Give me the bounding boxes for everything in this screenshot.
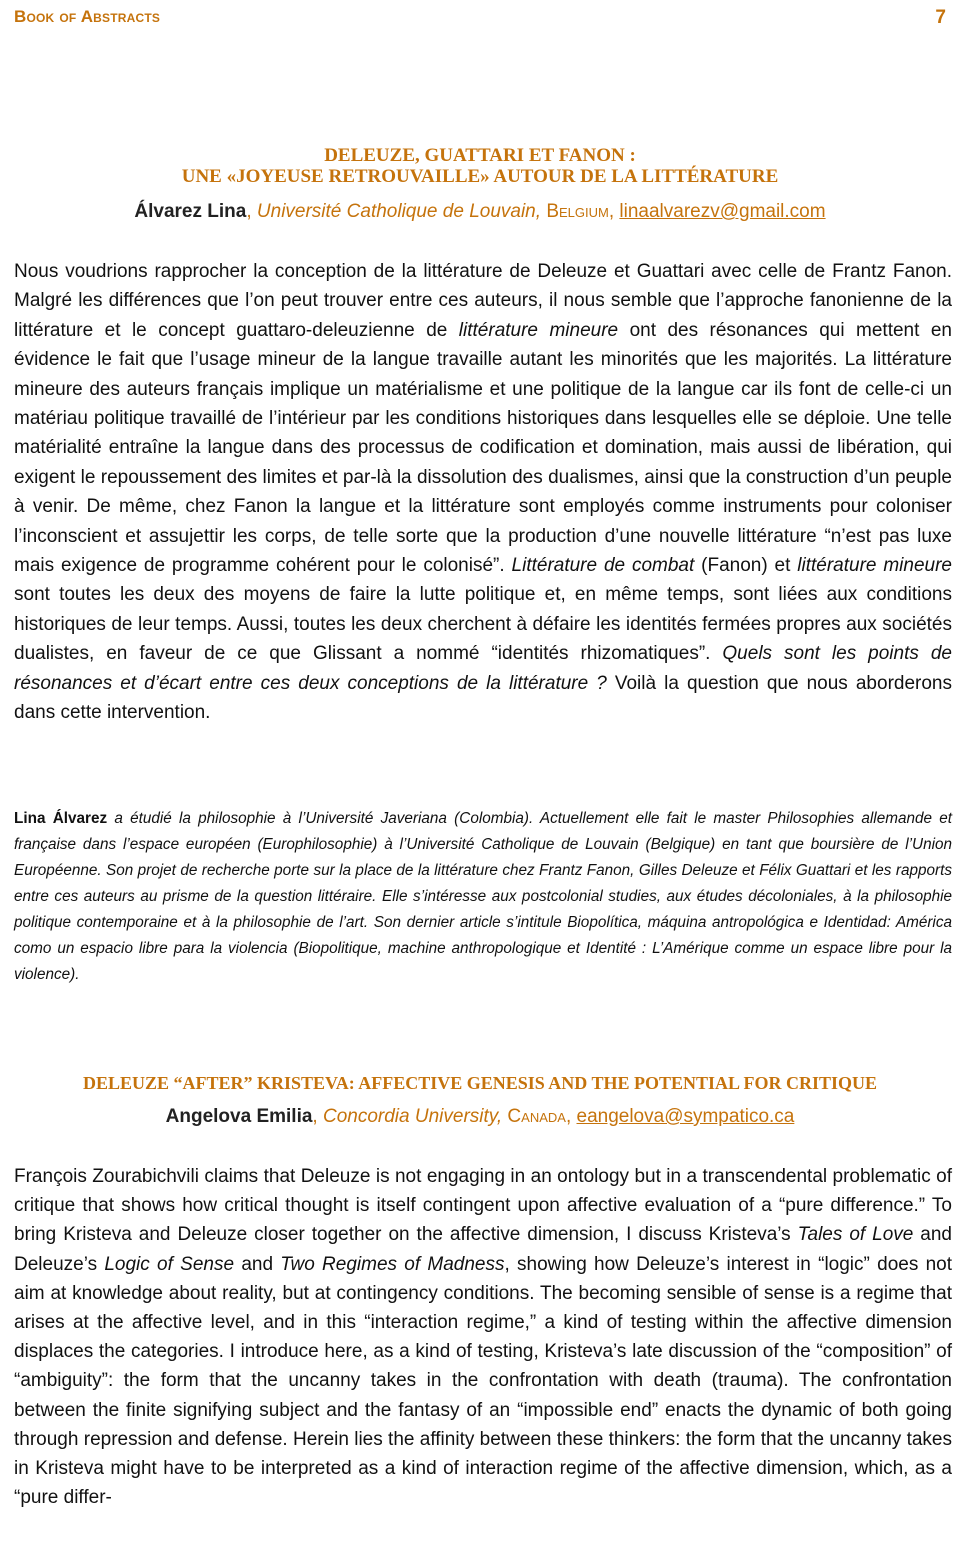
abstract1-title-line2: UNE «JOYEUSE RETROUVAILLE» AUTOUR DE LA LITTÉRATURE bbox=[181, 166, 779, 187]
abstract1-email-link[interactable]: linaalvarezv@gmail.com bbox=[619, 201, 826, 222]
bio-text: a étudié la philosophie à l’Université Javeriana (Colombia). Actuellement elle fait le master Philosophies allemande et française dans l’espace européen (Europhilosophie) à l’Université Catholique de Louvain (Belgique) en tant que boursière de l’Union Européenne. Son projet de recherche porte sur la place de la littérature chez Frantz Fanon, Gilles Deleuze et Félix Guattari et les rapports entre ces auteurs au prisme de la question littéraire. Elle s’intéresse aux postcolonial studies, aux études décoloniales, à la philosophie politique contemporaine et à la philosophie de l’art. Son dernier article s’intitule Biopolítica, máquina antropológica e Identidad: América como un espacio libre para la violencia (Biopolitique, machine anthropologique et Identité : L’Amérique comme un espace libre pour la violence). bbox=[14, 810, 952, 983]
abstract1-country: Belgium bbox=[546, 201, 609, 222]
abstract2-title: DELEUZE “AFTER” KRISTEVA: AFFECTIVE GENESIS AND THE POTENTIAL FOR CRITIQUE bbox=[82, 1073, 878, 1093]
abstract2-country: Canada bbox=[507, 1106, 566, 1127]
abstract1-author-bio bbox=[14, 806, 952, 988]
running-title: Book of Abstracts bbox=[14, 7, 161, 26]
abstract1-title-line1: DELEUZE, GUATTARI ET FANON : bbox=[324, 145, 636, 166]
abstract1-author-name: Álvarez Lina bbox=[134, 201, 247, 222]
abstract1-author-line: Álvarez Lina, Université Catholique de Louvain, Belgium, linaalvarezv@gmail.com bbox=[134, 201, 826, 222]
abstract2-author-line: Angelova Emilia, Concordia University, Canada, eangelova@sympatico.ca bbox=[165, 1106, 795, 1127]
running-header bbox=[14, 7, 946, 31]
abstract2-institution: Concordia University, bbox=[322, 1106, 503, 1127]
bio-author-name: Lina Álvarez bbox=[14, 810, 108, 827]
abstract2-body bbox=[14, 1162, 952, 1512]
abstract2-author-name: Angelova Emilia bbox=[165, 1106, 313, 1127]
abstract2-email-link[interactable]: eangelova@sympatico.ca bbox=[576, 1106, 795, 1127]
page-number: 7 bbox=[935, 7, 946, 28]
abstract1-paragraph: Nous voudrions rapprocher la conception de la littérature de Deleuze et Guattari avec celle de Frantz Fanon. Malgré les différences que l’on peut trouver entre ces auteurs, il nous semble que l’approche fanonienne de la littérature et le concept guattaro-deleuzienne de littérature mineure ont des résonances qui mettent en évidence le fait que l’usage mineur de la langue travaille autant les minorités que les majorités. La littérature mineure des auteurs français implique un matérialisme et une politique de la langue car ils font de celle-ci un matériau politique travaillé de l’intérieur par les conditions historiques dans lesquelles elle se déploie. Une telle matérialité entraîne la langue dans des processus de codification et domination, mais aussi de libération, qui exigent le repoussement des limites et par-là la dissolution des dualismes, ainsi que la construction d’un peuple à venir. De même, chez Fanon la langue et la littérature sont employés comme instruments pour coloniser l’inconscient et assujettir les corps, de telle sorte que la production d’une nouvelle littérature “n’est pas luxe mais exigence de programme cohérent pour le colonisé”. Littérature de combat (Fanon) et littérature mineure sont toutes les deux des moyens de faire la lutte politique et, en même temps, sont liées aux conditions historiques de leur temps. Aussi, toutes les deux cherchent à défaire les identités fermées propres aux sociétés dualistes, en faveur de ce que Glissant a nommé “identités rhizomatiques”. Quels sont les points de résonances et d’écart entre ces deux conceptions de la littérature ? Voilà la question que nous aborderons dans cette intervention. bbox=[14, 261, 952, 724]
abstract2-paragraph: François Zourabichvili claims that Deleuze is not engaging in an ontology but in a transcendental problematic of critique that shows how critical thought is itself contingent upon affective evaluation of a “pure difference.” To bring Kristeva and Deleuze closer together on the affective dimension, I discuss Kristeva’s Tales of Love and Deleuze’s Logic of Sense and Two Regimes of Madness, showing how Deleuze’s interest in “logic” does not aim at knowledge about reality, but at contingency conditions. The becoming sensible of sense is a regime that arises at the affective level, and in this “interaction regime,” a kind of testing within the affective dimension displaces the categories. I introduce here, as a kind of testing, Kristeva’s late discussion of the “composition” of “ambiguity”: the form that the uncanny takes in the confrontation with death (trauma). The confrontation between the finite signifying subject and the fantasy of an “impossible end” enacts the dynamic of both going through repression and defense. Herein lies the affinity between these thinkers: the form that the uncanny takes in Kristeva might have to be interpreted as a kind of interaction regime of the affective dimension, which, as a “pure differ- bbox=[14, 1166, 953, 1509]
abstract1-body bbox=[14, 257, 952, 728]
abstract1-institution: Université Catholique de Louvain, bbox=[256, 201, 542, 222]
